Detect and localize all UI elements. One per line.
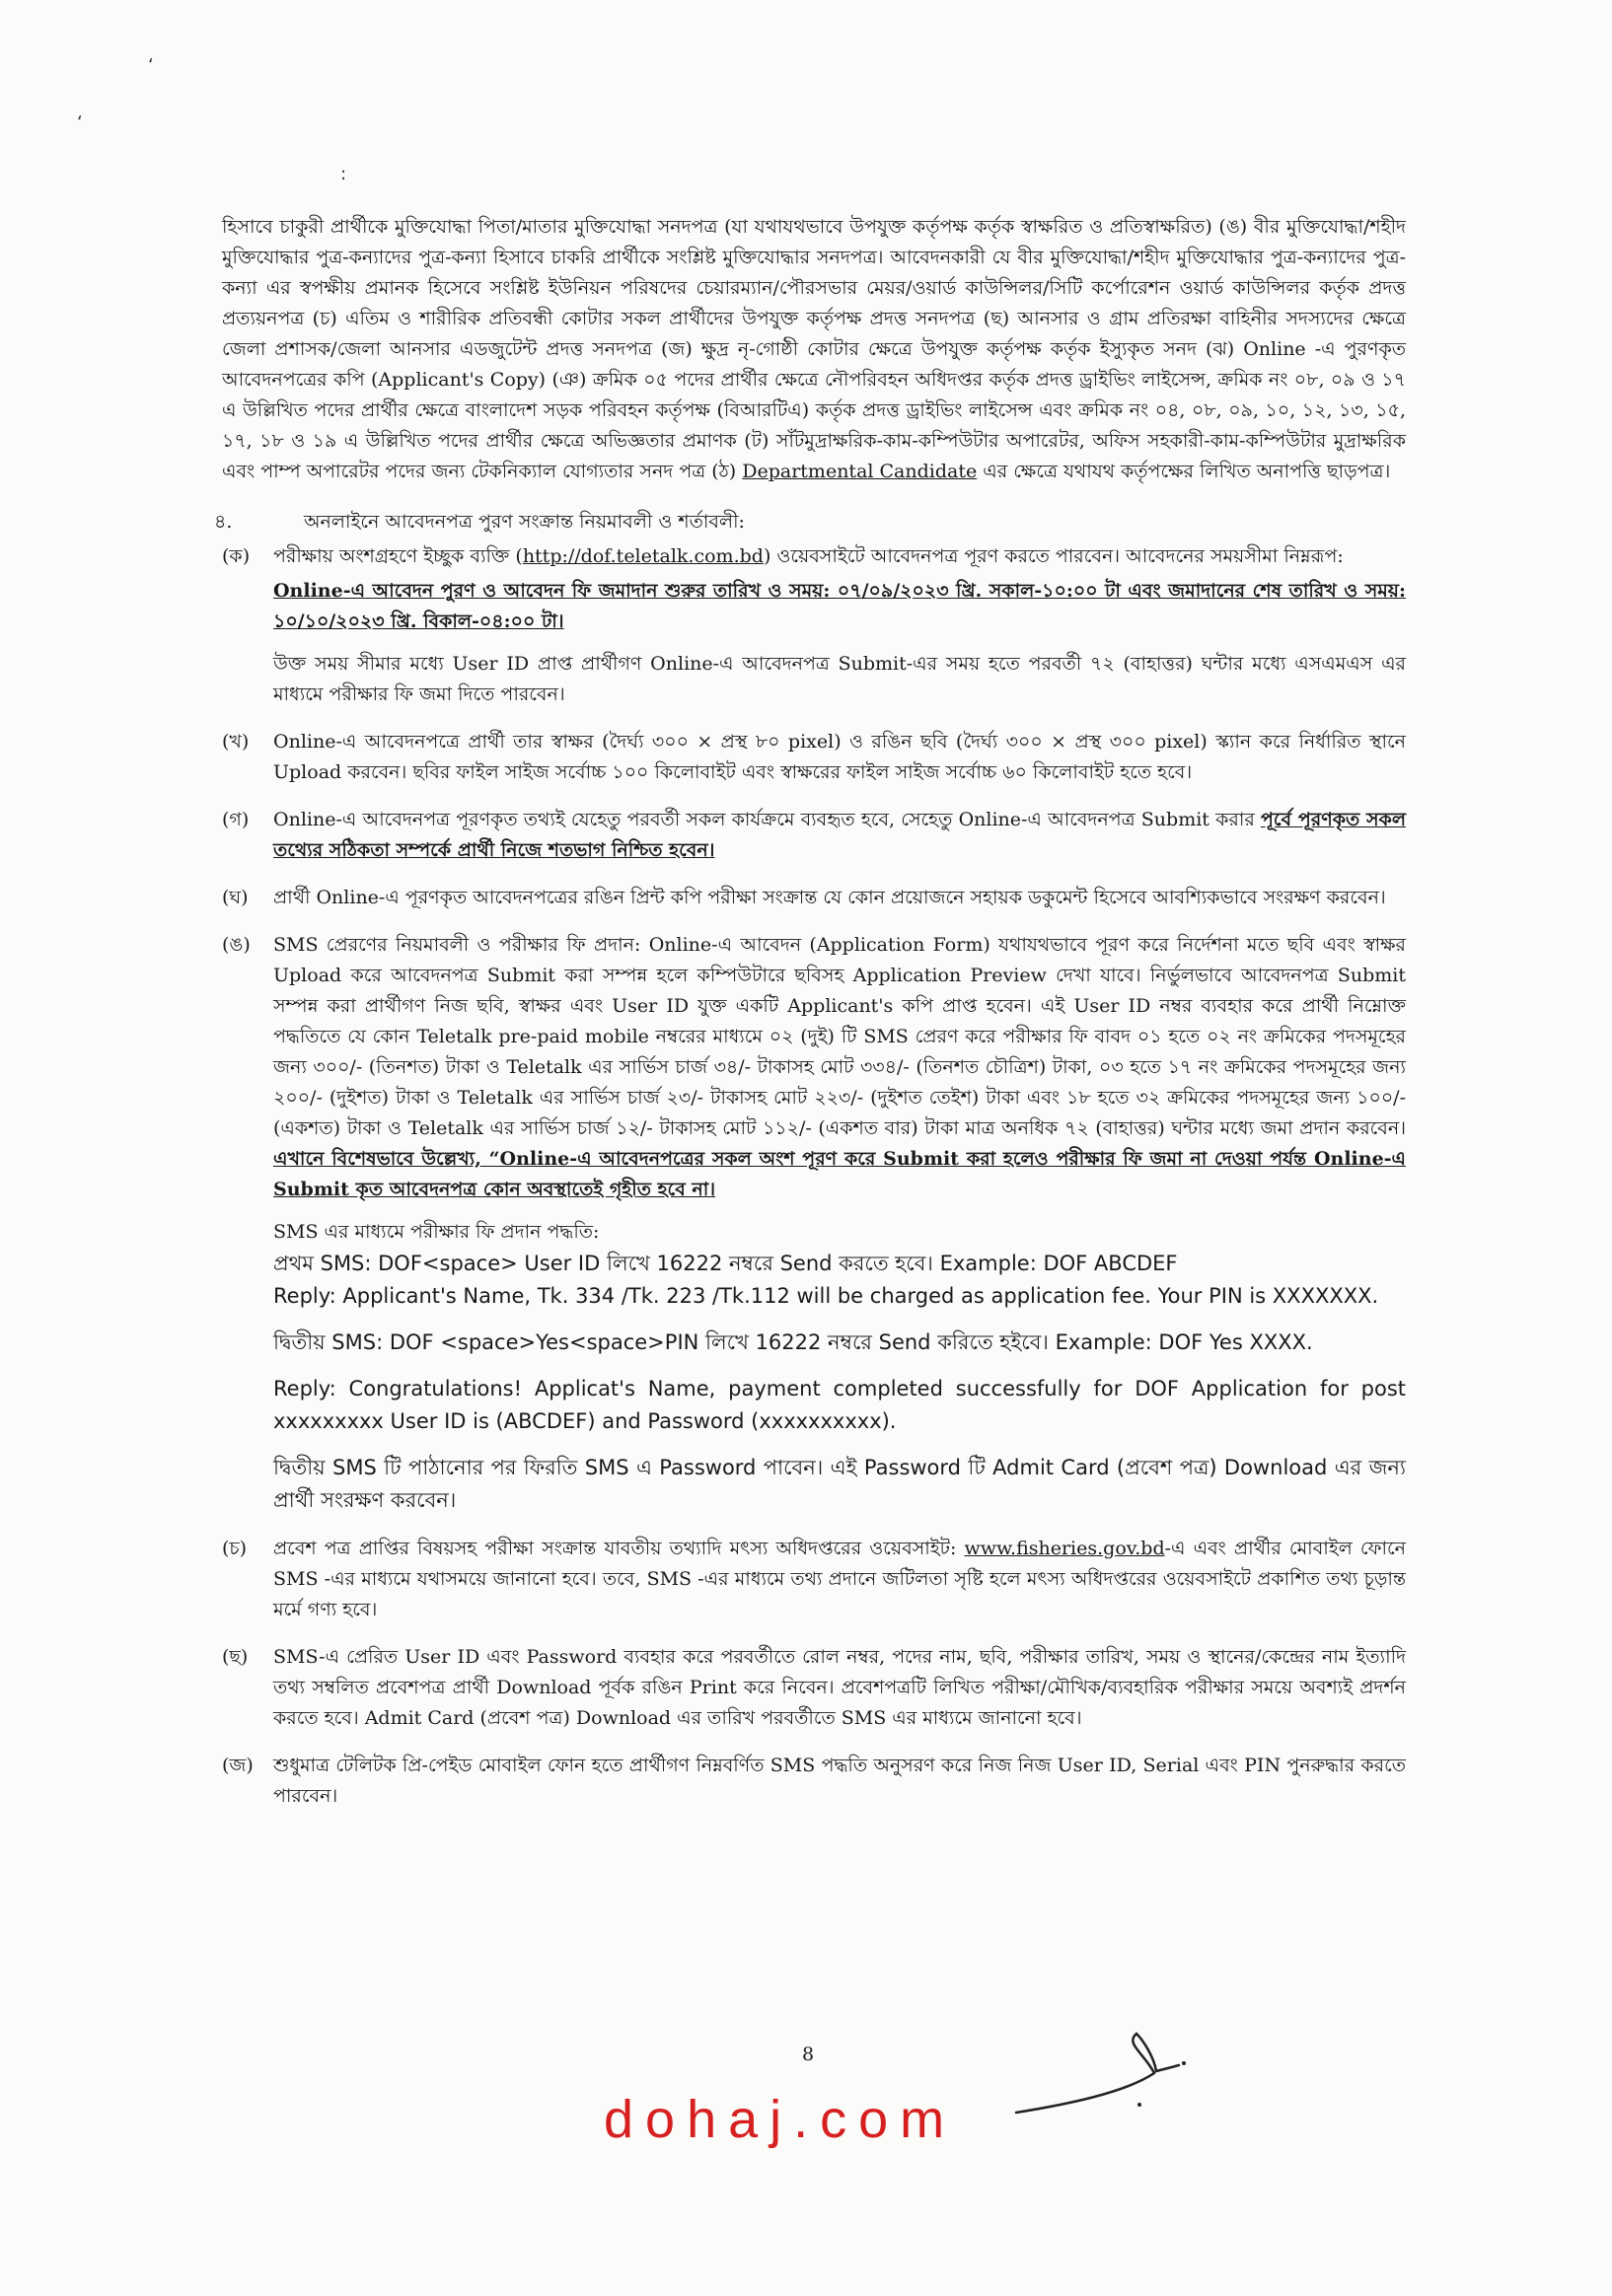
departmental-candidate: Departmental Candidate	[742, 461, 978, 482]
item-label: (ক)	[222, 545, 251, 567]
password-note: দ্বিতীয় SMS টি পাঠানোর পর ফিরতি SMS এ Password পাবেন। এই Password টি Admit Card (প্রবেশ পত্র) Download এর জন্য প্রার্থী সংরক্ষণ করবেন।	[273, 1456, 1406, 1512]
sms-first: প্রথম SMS: DOF<space> User ID লিখে 16222 নম্বরে Send করতে হবে। Example: DOF ABCDEF	[273, 1252, 1178, 1275]
document-body	[214, 212, 1407, 1812]
application-deadline: Online-এ আবেদন পুরণ ও আবেদন ফি জমাদান শুরুর তারিখ ও সময়: ০৭/০৯/২০২৩ খ্রি. সকাল-১০:০০ টা এবং জমাদানের শেষ তারিখ ও সময়: ১০/১০/২০২৩ খ্রি. বিকাল-০৪:০০ টা।	[273, 580, 1406, 632]
margin-mark: :	[340, 164, 347, 184]
fisheries-link[interactable]: www.fisheries.gov.bd	[964, 1538, 1165, 1559]
item-ja: (জ) শুধুমাত্র টেলিটক প্রি-পেইড মোবাইল ফোন হতে প্রার্থীগণ নিম্নবর্ণিত SMS পদ্ধতি অনুসরণ করে নিজ নিজ User ID, Serial এবং PIN পুনরুদ্ধার করতে পারবেন।	[222, 1755, 1406, 1807]
margin-mark: ‘	[77, 112, 83, 133]
sms-instructions	[222, 1217, 1406, 1517]
signature	[1006, 2014, 1204, 2132]
sms-first-reply: Reply: Applicant's Name, Tk. 334 /Tk. 223 /Tk.112 will be charged as application fee. Your PIN is XXXXXXX.	[273, 1284, 1379, 1308]
fee-warning: এখানে বিশেষভাবে উল্লেখ্য, “Online-এ আবেদনপত্রের সকল অংশ পূরণ করে Submit করা হলেও পরীক্ষার ফি জমা না দেওয়া পর্যন্ত Online-এ Submit কৃত আবেদনপত্র কোন অবস্থাতেই গৃহীত হবে না।	[273, 1148, 1406, 1200]
intro-paragraph: হিসাবে চাকুরী প্রার্থীকে মুক্তিযোদ্ধা পিতা/মাতার মুক্তিযোদ্ধা সনদপত্র (যা যথাযথভাবে উপযুক্ত কর্তৃপক্ষ কর্তৃক স্বাক্ষরিত ও প্রতিস্বাক্ষরিত) (ঙ) বীর মুক্তিযোদ্ধা/শহীদ মুক্তিযোদ্ধার পুত্র-কন্যাদের পুত্র-কন্যা হিসাবে চাকরি প্রার্থীকে সংশ্লিষ্ট মুক্তিযোদ্ধার সনদপত্র। আবেদনকারী যে বীর মুক্তিযোদ্ধা/শহীদ মুক্তিযোদ্ধার পুত্র-কন্যাদের পুত্র-কন্যা এর স্বপক্ষীয় প্রমানক হিসেবে সংশ্লিষ্ট ইউনিয়ন পরিষদের চেয়ারম্যান/পৌরসভার মেয়র/ওয়ার্ড কাউন্সিলর/সিটি কর্পোরেশন ওয়ার্ড কাউন্সিলর কর্তৃক প্রদত্ত প্রত্যয়নপত্র (চ) এতিম ও শারীরিক প্রতিবন্ধী কোটার সকল প্রার্থীদের উপযুক্ত কর্তৃপক্ষ প্রদত্ত সনদপত্র (ছ) আনসার ও গ্রাম প্রতিরক্ষা বাহিনীর সদস্যদের ক্ষেত্রে জেলা প্রশাসক/জেলা আনসার এডজুটেন্ট প্রদত্ত সনদপত্র (জ) ক্ষুদ্র নৃ-গোষ্ঠী কোটার ক্ষেত্রে উপযুক্ত কর্তৃপক্ষ কর্তৃক ইস্যুকৃত সনদ (ঝ) Online -এ পুরণকৃত আবেদনপত্রের কপি (Applicant's Copy) (ঞ) ক্রমিক ০৫ পদের প্রার্থীর ক্ষেত্রে নৌপরিবহন অধিদপ্তর কর্তৃক প্রদত্ত ড্রাইভিং লাইসেন্স, ক্রমিক নং ০৮, ০৯ ও ১৭ এ উল্লিখিত পদের প্রার্থীর ক্ষেত্রে বাংলাদেশ সড়ক পরিবহন কর্তৃপক্ষ (বিআরটিএ) কর্তৃক প্রদত্ত ড্রাইভিং লাইসেন্স এবং ক্রমিক নং ০৪, ০৮, ০৯, ১০, ১২, ১৩, ১৫, ১৭, ১৮ ও ১৯ এ উল্লিখিত পদের প্রার্থীর ক্ষেত্রে অভিজ্ঞতার প্রমাণক (ট) সাঁটমুদ্রাক্ষরিক-কাম-কম্পিউটার অপারেটর, অফিস সহকারী-কাম-কম্পিউটার মুদ্রাক্ষরিক এবং পাম্প অপারেটর পদের জন্য টেকনিক্যাল যোগ্যতার সনদ পত্র (ঠ) Departmental Candidate এর ক্ষেত্রে যথাযথ কর্তৃপক্ষের লিখিত অনাপত্তি ছাড়পত্র।	[222, 216, 1406, 482]
section-heading: ৪. অনলাইনে আবেদনপত্র পুরণ সংক্রান্ত নিয়মাবলী ও শর্তাবলী:	[222, 507, 1406, 538]
item-gha: (ঘ) প্রার্থী Online-এ পূরণকৃত আবেদনপত্রের রঙিন প্রিন্ট কপি পরীক্ষা সংক্রান্ত যে কোন প্রয়োজনে সহায়ক ডকুমেন্ট হিসেবে আবশ্যিকভাবে সংরক্ষণ করবেন।	[222, 887, 1386, 908]
item-ka: (ক) পরীক্ষায় অংশগ্রহণে ইচ্ছুক ব্যক্তি (http://dof.teletalk.com.bd) ওয়েবসাইটে আবেদনপত্র পূরণ করতে পারবেন। আবেদনের সময়সীমা নিম্নরূপ: Online-এ আবেদন পুরণ ও আবেদন ফি জমাদান শুরুর তারিখ ও সময়: ০৭/০৯/২০২৩ খ্রি. সকাল-১০:০০ টা এবং জমাদানের শেষ তারিখ ও সময়: ১০/১০/২০২৩ খ্রি. বিকাল-০৪:০০ টা। উক্ত সময় সীমার মধ্যে User ID প্রাপ্ত প্রার্থীগণ Online-এ আবেদনপত্র Submit-এর সময় হতে পরবর্তী ৭২ (বাহাত্তর) ঘন্টার মধ্যে এসএমএস এর মাধ্যমে পরীক্ষার ফি জমা দিতে পারবেন।	[222, 541, 1406, 710]
sms-second: দ্বিতীয় SMS: DOF <space>Yes<space>PIN লিখে 16222 নম্বরে Send করিতে হইবে। Example: DOF Yes XXXX.	[273, 1330, 1313, 1354]
sms-second-reply: Reply: Congratulations! Applicat's Name, payment completed successfully for DOF Application for post xxxxxxxxx User ID is (ABCDEF) and Password (xxxxxxxxxx).	[273, 1377, 1406, 1433]
watermark: dohaj.com	[604, 2090, 957, 2149]
item-chha: (ছ) SMS-এ প্রেরিত User ID এবং Password ব্যবহার করে পরবর্তীতে রোল নম্বর, পদের নাম, ছবি, পরীক্ষার তারিখ, সময় ও স্থানের/কেন্দ্রের নাম ইত্যাদি তথ্য সম্বলিত প্রবেশপত্র প্রার্থী Download পূর্বক রঙিন Print করে নিবেন। প্রবেশপত্রটি লিখিত পরীক্ষা/মৌখিক/ব্যবহারিক পরীক্ষার সময়ে অবশ্যই প্রদর্শন করতে হবে। Admit Card (প্রবেশ পত্র) Download এর তারিখ পরবর্তীতে SMS এর মাধ্যমে জানানো হবে।	[222, 1646, 1406, 1729]
sms-heading: SMS এর মাধ্যমে পরীক্ষার ফি প্রদান পদ্ধতি:	[273, 1221, 600, 1243]
item-cha: (চ) প্রবেশ পত্র প্রাপ্তির বিষয়সহ পরীক্ষা সংক্রান্ত যাবতীয় তথ্যাদি মৎস্য অধিদপ্তরের ওয়েবসাইট: www.fisheries.gov.bd-এ এবং প্রার্থীর মোবাইল ফোনে SMS -এর মাধ্যমে যথাসময়ে জানানো হবে। তবে, SMS -এর মাধ্যমে তথ্য প্রদানে জটিলতা সৃষ্টি হলে মৎস্য অধিদপ্তরের ওয়েবসাইটে প্রকাশিত তথ্য চূড়ান্ত মর্মে গণ্য হবে।	[222, 1538, 1407, 1620]
item-uma: (ঙ) SMS প্রেরণের নিয়মাবলী ও পরীক্ষার ফি প্রদান: Online-এ আবেদন (Application Form) যথাযথভাবে পূরণ করে নির্দেশনা মতে ছবি এবং স্বাক্ষর Upload করে আবেদনপত্র Submit করা সম্পন্ন হলে কম্পিউটারে ছবিসহ Application Preview দেখা যাবে। নির্ভুলভাবে আবেদনপত্র Submit সম্পন্ন করা প্রার্থীগণ নিজ ছবি, স্বাক্ষর এবং User ID যুক্ত একটি Applicant's কপি প্রাপ্ত হবেন। এই User ID নম্বর ব্যবহার করে প্রার্থী নিম্নোক্ত পদ্ধতিতে যে কোন Teletalk pre-paid mobile নম্বরের মাধ্যমে ০২ (দুই) টি SMS প্রেরণ করে পরীক্ষার ফি বাবদ ০১ হতে ০২ নং ক্রমিকের পদসমূহের জন্য ৩০০/- (তিনশত) টাকা ও Teletalk এর সার্ভিস চার্জ ৩৪/- টাকাসহ মোট ৩৩৪/- (তিনশত চৌত্রিশ) টাকা, ০৩ হতে ১৭ নং ক্রমিকের পদসমূহের জন্য ২০০/- (দুইশত) টাকা ও Teletalk এর সার্ভিস চার্জ ২৩/- টাকাসহ মোট ২২৩/- (দুইশত তেইশ) টাকা এবং ১৮ হতে ৩২ ক্রমিকের পদসমূহের জন্য ১০০/- (একশত) টাকা ও Teletalk এর সার্ভিস চার্জ ১২/- টাকাসহ মোট ১১২/- (একশত বার) টাকা মাত্র অনধিক ৭২ (বাহাত্তর) ঘন্টার মধ্যে জমা প্রদান করবেন। এখানে বিশেষভাবে উল্লেখ্য, “Online-এ আবেদনপত্রের সকল অংশ পূরণ করে Submit করা হলেও পরীক্ষার ফি জমা না দেওয়া পর্যন্ত Online-এ Submit কৃত আবেদনপত্র কোন অবস্থাতেই গৃহীত হবে না।	[222, 934, 1406, 1200]
page-number: 8	[802, 2044, 815, 2065]
item-kha: (খ) Online-এ আবেদনপত্রে প্রার্থী তার স্বাক্ষর (দৈর্ঘ্য ৩০০ × প্রস্থ ৮০ pixel) ও রঙিন ছবি (দৈর্ঘ্য ৩০০ × প্রস্থ ৩০০ pixel) স্ক্যান করে নির্ধারিত স্থানে Upload করবেন। ছবির ফাইল সাইজ সর্বোচ্চ ১০০ কিলোবাইট এবং স্বাক্ষরের ফাইল সাইজ সর্বোচ্চ ৬০ কিলোবাইট হতে হবে।	[222, 731, 1406, 783]
item-ga: (গ) Online-এ আবেদনপত্র পূরণকৃত তথ্যই যেহেতু পরবর্তী সকল কার্যক্রমে ব্যবহৃত হবে, সেহেতু Online-এ আবেদনপত্র Submit করার পূর্বে পূরণকৃত সকল তথ্যের সঠিকতা সম্পর্কে প্রার্থী নিজে শতভাগ নিশ্চিত হবেন।	[222, 809, 1406, 861]
section-number: ৪.	[214, 511, 233, 533]
margin-mark: ‘	[148, 55, 154, 76]
fee-note: উক্ত সময় সীমার মধ্যে User ID প্রাপ্ত প্রার্থীগণ Online-এ আবেদনপত্র Submit-এর সময় হতে পরবর্তী ৭২ (বাহাত্তর) ঘন্টার মধ্যে এসএমএস এর মাধ্যমে পরীক্ষার ফি জমা দিতে পারবেন।	[273, 653, 1406, 705]
teletalk-link[interactable]: http://dof.teletalk.com.bd	[522, 545, 764, 567]
accuracy-warning: পূর্বে পূরণকৃত সকল তথ্যের সঠিকতা সম্পর্কে প্রার্থী নিজে শতভাগ নিশ্চিত হবেন।	[273, 809, 1406, 861]
